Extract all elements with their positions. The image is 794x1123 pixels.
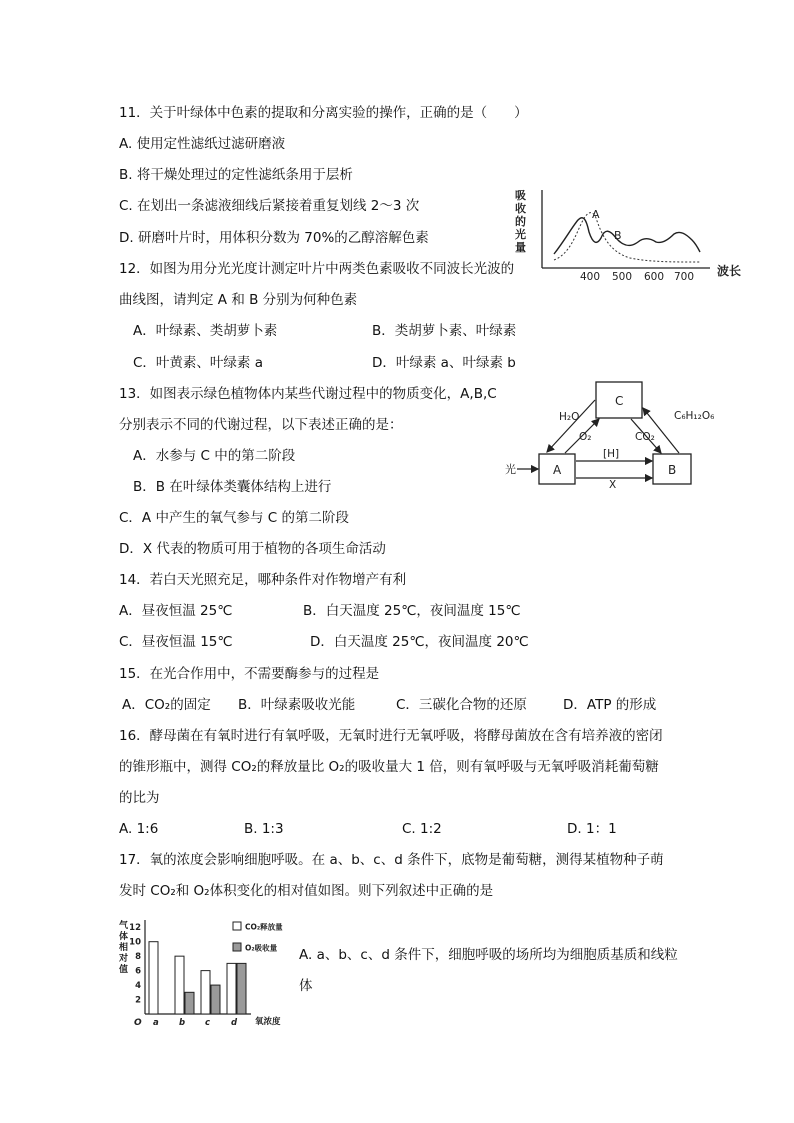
- q14-option-c: C．昼夜恒温 15℃: [119, 634, 233, 650]
- chart-x-tick-label: a: [153, 1018, 159, 1028]
- h2o-arrow: [547, 400, 595, 452]
- chart-y-tick-label: 4: [135, 981, 141, 992]
- chart-bar: [185, 992, 194, 1014]
- q13-option-d: D．X 代表的物质可用于植物的各项生命活动: [119, 541, 386, 557]
- q13-option-b: B．B 在叶绿体类囊体结构上进行: [133, 479, 332, 495]
- chart-bar: [237, 963, 246, 1014]
- chart-x-tick-label: c: [205, 1018, 211, 1028]
- q12-option-b: B．类胡萝卜素、叶绿素: [372, 323, 517, 339]
- chart-x-tick-label: d: [231, 1018, 238, 1028]
- chart-origin-label: O: [134, 1018, 142, 1028]
- q15-option-d: D．ATP 的形成: [563, 697, 657, 713]
- q13-option-c: C．A 中产生的氧气参与 C 的第二阶段: [119, 510, 349, 526]
- svg-text:700: 700: [674, 271, 695, 283]
- chart-y-tick-label: 8: [135, 952, 141, 963]
- q13-option-a: A．水参与 C 中的第二阶段: [133, 448, 296, 464]
- chart-y-label-char: 体: [119, 932, 129, 942]
- chart-y-tick-label: 10: [129, 937, 141, 948]
- q12-option-d: D．叶绿素 a、叶绿素 b: [372, 355, 516, 371]
- svg-text:500: 500: [612, 271, 633, 283]
- q16-stem-line1: 16．酵母菌在有氧时进行有氧呼吸，无氧时进行无氧呼吸，将酵母菌放在含有培养液的密闭: [119, 728, 663, 744]
- chart-y-tick-label: 12: [129, 923, 141, 934]
- chart-x-axis-label: 氧浓度: [255, 1017, 281, 1027]
- chart-bar: [201, 971, 210, 1014]
- q13-stem-line2: 分别表示不同的代谢过程，以下表述正确的是：: [119, 417, 403, 433]
- curve-a: [554, 213, 700, 262]
- chart-bar: [211, 985, 220, 1014]
- q17-option-a-line2: 体: [299, 978, 313, 994]
- h2o-label: H₂O: [559, 411, 580, 423]
- absorption-spectrum-figure: [510, 182, 750, 284]
- q16-stem-line3: 的比为: [119, 790, 160, 806]
- q11-option-b: B. 将干燥处理过的定性滤纸条用于层析: [119, 167, 353, 183]
- chart-y-label-char: 气: [119, 921, 129, 931]
- chart-y-label-char: 相: [119, 943, 129, 953]
- h-label: [H]: [603, 448, 620, 460]
- svg-text:量: 量: [515, 241, 526, 254]
- svg-text:光: 光: [515, 228, 526, 241]
- q17-stem-line1: 17．氧的浓度会影响细胞呼吸。在 a、b、c、d 条件下，底物是葡萄糖，测得某植物种子萌: [119, 852, 664, 868]
- node-c-label: C: [615, 394, 624, 408]
- chart-y-label-char: 对: [119, 954, 129, 964]
- x-tick-labels: [580, 271, 694, 283]
- chart-legend-swatch: [233, 922, 241, 930]
- q16-option-b: B. 1:3: [244, 821, 284, 837]
- q14-option-a: A．昼夜恒温 25℃: [119, 603, 233, 619]
- curve-b-label: B: [614, 229, 622, 242]
- chart-bar: [175, 956, 184, 1014]
- q16-option-c: C. 1:2: [402, 821, 442, 837]
- q14-option-b: B．白天温度 25℃，夜间温度 15℃: [303, 603, 521, 619]
- chart-bar: [149, 942, 158, 1014]
- chart-legend-label: O₂吸收量: [245, 943, 278, 953]
- chart-y-tick-label: 6: [135, 966, 141, 977]
- q11-option-a: A. 使用定性滤纸过滤研磨液: [119, 136, 286, 152]
- light-label: 光: [505, 463, 516, 476]
- chart-y-label-char: 值: [119, 965, 129, 975]
- svg-text:的: 的: [515, 215, 526, 228]
- co2-label: CO₂: [635, 431, 655, 443]
- q12-stem-line2: 曲线图，请判定 A 和 B 分别为何种色素: [119, 292, 358, 308]
- svg-text:600: 600: [644, 271, 665, 283]
- x-axis-label: 波长: [717, 264, 742, 278]
- q17-option-a-line1: A. a、b、c、d 条件下，细胞呼吸的场所均为细胞质基质和线粒: [299, 947, 678, 963]
- q16-stem-line2: 的锥形瓶中，测得 CO₂的释放量比 O₂的吸收量大 1 倍，则有氧呼吸与无氧呼吸消耗葡萄糖: [119, 759, 659, 775]
- q15-option-c: C．三碳化合物的还原: [396, 697, 527, 713]
- svg-text:400: 400: [580, 271, 601, 283]
- chart-y-label: [118, 919, 129, 975]
- q12-option-a: A．叶绿素、类胡萝卜素: [133, 323, 278, 339]
- q12-option-c: C．叶黄素、叶绿素 a: [133, 355, 263, 371]
- o2-label: O₂: [579, 431, 592, 443]
- y-axis-label: [515, 188, 526, 254]
- svg-text:收: 收: [515, 202, 526, 215]
- chart-x-tick-label: b: [179, 1018, 186, 1028]
- q15-option-b: B．叶绿素吸收光能: [238, 697, 356, 713]
- q14-stem: 14．若白天光照充足，哪种条件对作物增产有利: [119, 572, 407, 588]
- q13-stem-line1: 13．如图表示绿色植物体内某些代谢过程中的物质变化，A,B,C: [119, 386, 497, 402]
- svg-text:吸: 吸: [515, 189, 526, 202]
- chart-legend-label: CO₂释放量: [245, 922, 283, 932]
- node-b-label: B: [668, 463, 677, 477]
- q11-option-c: C. 在划出一条滤液细线后紧接着重复划线 2～3 次: [119, 198, 420, 214]
- q11-stem: 11．关于叶绿体中色素的提取和分离实验的操作，正确的是（ ）: [119, 105, 528, 121]
- q12-stem-line1: 12．如图为用分光光度计测定叶片中两类色素吸收不同波长光波的: [119, 261, 515, 277]
- node-a-label: A: [553, 463, 562, 477]
- q16-option-d: D. 1：1: [567, 821, 617, 837]
- glucose-label: C₆H₁₂O₆: [674, 410, 715, 422]
- q14-option-d: D．白天温度 25℃，夜间温度 20℃: [310, 634, 529, 650]
- curve-a-label: A: [592, 208, 600, 221]
- q16-option-a: A. 1:6: [119, 821, 159, 837]
- x-label: X: [609, 479, 617, 491]
- q17-stem-line2: 发时 CO₂和 O₂体积变化的相对值如图。则下列叙述中正确的是: [119, 883, 494, 899]
- oxygen-respiration-bar-chart: [117, 912, 295, 1030]
- chart-bar: [227, 963, 236, 1014]
- q15-option-a: A．CO₂的固定: [122, 697, 211, 713]
- q15-stem: 15．在光合作用中，不需要酶参与的过程是: [119, 666, 380, 682]
- metabolism-diagram: [503, 378, 725, 492]
- q11-option-d: D. 研磨叶片时，用体积分数为 70%的乙醇溶解色素: [119, 230, 429, 246]
- chart-legend-swatch: [233, 943, 241, 951]
- chart-y-tick-label: 2: [135, 995, 141, 1006]
